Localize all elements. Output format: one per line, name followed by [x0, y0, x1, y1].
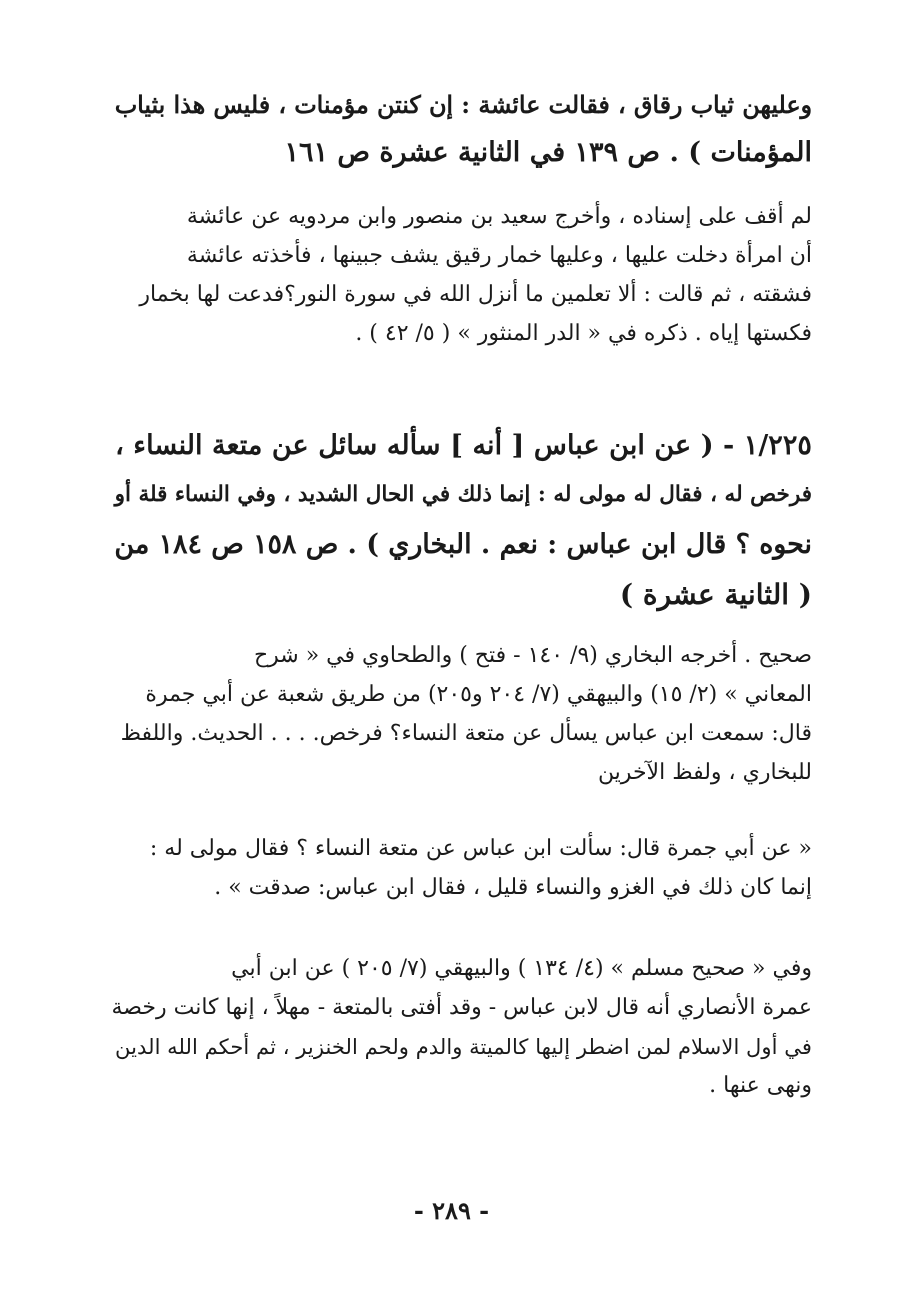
- text-line: ١/٢٢٥ - ( عن ابن عباس [ أنه ] سأله سائل عن متعة النساء ،: [115, 429, 812, 461]
- text-block-commentary-sahih: [100, 636, 812, 792]
- text-block-quote-aisha: [100, 82, 812, 176]
- text-line: المعاني » (٢/ ١٥) والبيهقي (٧/ ٢٠٤ و٢٠٥) من طريق شعبة عن أبي جمرة: [145, 682, 812, 707]
- text-line: في أول الاسلام لمن اضطر إليها كالميتة والدم ولحم الخنزير ، ثم أحكم الله الدين: [115, 1034, 812, 1059]
- text-line: عمرة الأنصاري أنه قال لابن عباس - وقد أفتى بالمتعة - مهلاً ، إنها كانت رخصة: [111, 995, 812, 1020]
- page-number: - ٢٨٩ -: [413, 1196, 490, 1225]
- text-line: فكستها إياه . ذكره في « الدر المنثور » ( ٥/ ٤٢ ) .: [355, 321, 812, 346]
- text-line: فرخص له ، فقال له مولى له : إنما ذلك في الحال الشديد ، وفي النساء قلة أو: [114, 482, 812, 507]
- text-block-commentary-aisha: [100, 197, 812, 353]
- text-line: وفي « صحيح مسلم » (٤/ ١٣٤ ) والبيهقي (٧/ ٢٠٥ ) عن ابن أبي: [231, 956, 812, 981]
- text-line: للبخاري ، ولفظ الآخرين: [597, 760, 812, 785]
- text-line: المؤمنات ) . ص ١٣٩ في الثانية عشرة ص ١٦١: [284, 137, 812, 168]
- text-line: نحوه ؟ قال ابن عباس : نعم . البخاري ) . ص ١٥٨ ص ١٨٤ من: [114, 529, 812, 560]
- text-line: ونهى عنها .: [709, 1073, 812, 1098]
- text-line: فشقته ، ثم قالت : ألا تعلمين ما أنزل الله في سورة النور؟فدعت لها بخمار: [139, 282, 812, 307]
- text-line: لم أقف على إسناده ، وأخرج سعيد بن منصور وابن مردويه عن عائشة: [186, 204, 812, 229]
- text-block-sahih-muslim: [100, 949, 812, 1105]
- text-line: وعليهن ثياب رقاق ، فقالت عائشة : إن كنتن مؤمنات ، فليس هذا بثياب: [114, 91, 812, 119]
- text-line: إنما كان ذلك في الغزو والنساء قليل ، فقال ابن عباس: صدقت » .: [214, 875, 812, 900]
- text-block-abi-jamra: [100, 829, 812, 907]
- text-line: « عن أبي جمرة قال: سألت ابن عباس عن متعة النساء ؟ فقال مولى له :: [149, 836, 812, 861]
- text-line: قال: سمعت ابن عباس يسأل عن متعة النساء؟ فرخص. . . . الحديث. واللفظ: [120, 721, 812, 746]
- text-line: صحيح . أخرجه البخاري (٩/ ١٤٠ - فتح ) والطحاوي في « شرح: [253, 643, 812, 668]
- text-line: ( الثانية عشرة ): [619, 578, 812, 611]
- text-block-hadith-225: [100, 420, 812, 620]
- text-line: أن امرأة دخلت عليها ، وعليها خمار رقيق يشف جبينها ، فأخذته عائشة: [186, 243, 812, 268]
